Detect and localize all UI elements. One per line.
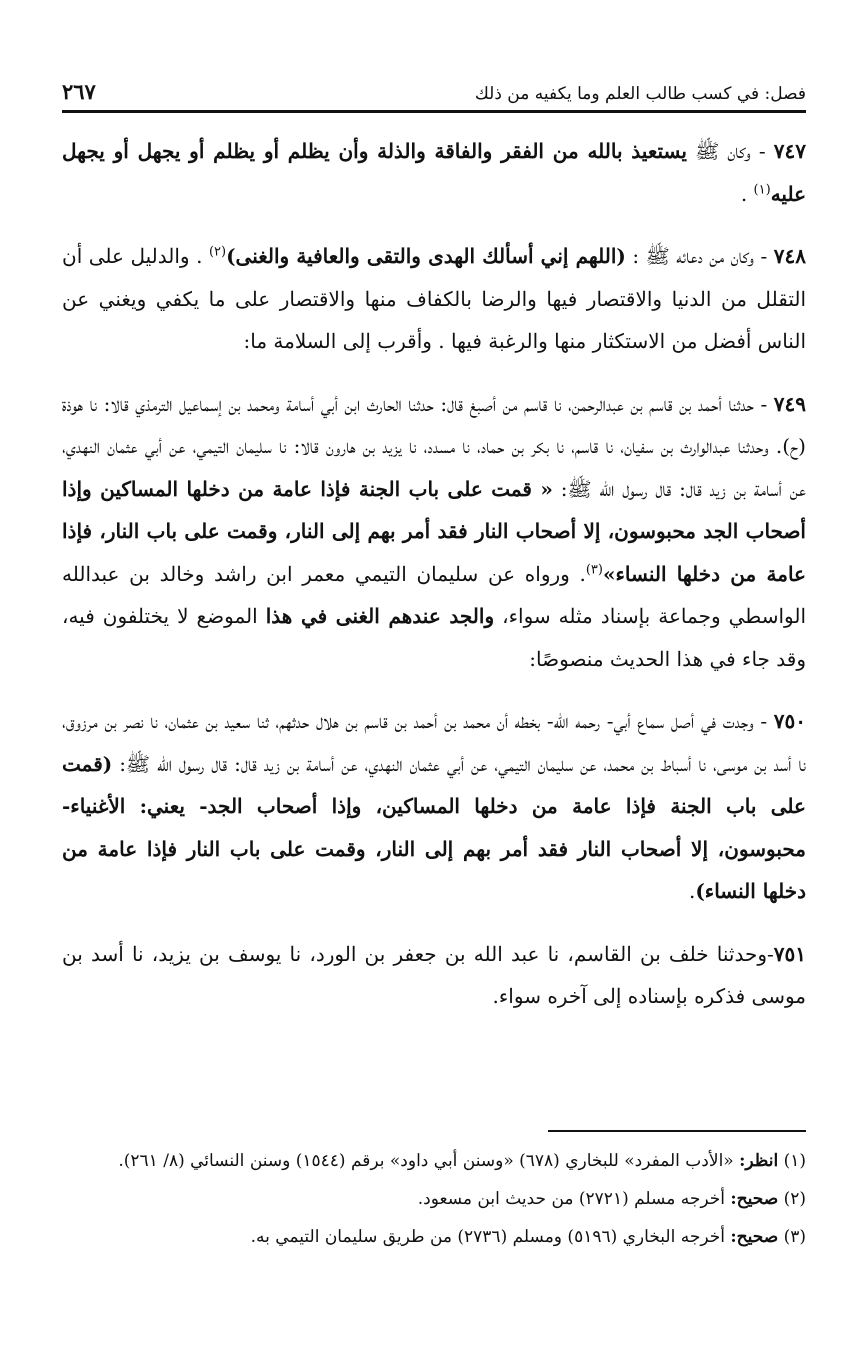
paragraph-number: ٧٤٧ [773, 139, 806, 163]
paragraph-intro: - وكان ﷺ [686, 139, 774, 163]
footnote-number: (١) [783, 1151, 806, 1171]
main-text [62, 130, 806, 1038]
paragraph-rest: . ورواه عن سليمان التيمي معمر ابن راشد وخالد بن عبدالله الواسطي وجماعة بإسناد مثله سواء، [62, 561, 806, 628]
paragraph-number: ٧٥١ [773, 941, 806, 966]
emphasis-text: والجد عندهم الغنى في هذا [265, 604, 495, 628]
footnote-label: صحيح: [730, 1227, 779, 1247]
footnotes [62, 1145, 806, 1259]
page-number: ٢٦٧ [62, 79, 96, 104]
footnote-ref: (٢) [208, 244, 227, 260]
paragraph-747 [62, 130, 806, 215]
paragraph-intro: - وكان من دعائه ﷺ : [625, 244, 774, 268]
footnote-number: (٢) [783, 1189, 806, 1209]
paragraph-intro: - وجدت في أصل سماع أبي- رحمه الله- بخطه أن محمد بن أحمد بن قاسم بن هلال حدثهم، ثنا سعيد بن عثمان، نا نصر بن مرزوق، نا أسد بن موسى، نا أسباط بن محمد، عن سليمان التيمي، عن أبي عثمان النهدي، عن أسامة بن زيد قال: قال رسول الله ﷺ: [62, 709, 806, 776]
footnote-ref: (٣) [585, 561, 603, 577]
running-title: فصل: في كسب طالب العلم وما يكفيه من ذلك [474, 84, 806, 104]
footnote-3 [62, 1221, 806, 1253]
footnote-divider [548, 1130, 806, 1132]
paragraph-intro: - حدثنا أحمد بن قاسم بن عبدالرحمن، نا قاسم من أصبغ قال: حدثنا الحارث ابن أبي أسامة ومحمد بن إسماعيل الترمذي قالا: نا هوذة (ح). وحدثنا عبدالوارث بن سفيان، نا قاسم، نا بكر بن حماد، نا مسدد، نا يزيد بن هارون قالا: نا سليمان التيمي، عن أبي عثمان النهدي، عن أسامة بن زيد قال: قال رسول الله ﷺ: [62, 391, 807, 501]
paragraph-751 [62, 933, 806, 1018]
paragraph-748 [62, 235, 806, 363]
paragraph-end: . [740, 181, 754, 206]
paragraph-end: الموضع لا يختلفون فيه، وقد جاء في هذا الحديث منصوصًا: [62, 604, 806, 671]
footnote-ref: (١) [753, 181, 771, 197]
paragraph-750 [62, 700, 806, 913]
footnote-label: انظر: [739, 1151, 779, 1171]
hadith-text: (اللهم إني أسألك الهدى والتقى والعافية والغنى) [226, 244, 626, 268]
page-header [62, 70, 806, 113]
footnote-text: «الأدب المفرد» للبخاري (٦٧٨) «وسنن أبي داود» برقم (١٥٤٤) وسنن النسائي (٨/ ٢٦١). [118, 1151, 740, 1171]
footnote-label: صحيح: [730, 1189, 779, 1209]
footnote-text: أخرجه مسلم (٢٧٢١) من حديث ابن مسعود. [417, 1189, 731, 1209]
hadith-text: « قمت على باب الجنة فإذا عامة من دخلها المساكين وإذا أصحاب الجد محبوسون، إلا أصحاب النار فقد أمر بهم إلى النار، وقمت على باب النار، فإذا عامة من دخلها النساء» [62, 476, 806, 586]
paragraph-number: ٧٤٨ [773, 244, 806, 268]
footnote-2 [62, 1183, 806, 1215]
hadith-text: يستعيذ بالله من الفقر والفاقة والذلة وأن يظلم أو يظلم أو يجهل أو يجهل عليه [62, 139, 806, 206]
paragraph-rest: . والدليل على أن التقلل من الدنيا والاقتصار فيها والرضا بالكفاف منها والاقتصار على ما يكفي ويغني عن الناس أفضل من الاستكثار منها والرغبة فيها . وأقرب إلى السلامة ما: [62, 244, 806, 353]
paragraph-intro: -وحدثنا خلف بن القاسم، نا عبد الله بن جعفر بن الورد، نا يوسف بن يزيد، نا أسد بن موسى فذكره بإسناده إلى آخره سواء. [62, 941, 806, 1008]
paragraph-749 [62, 383, 806, 681]
footnote-number: (٣) [783, 1227, 806, 1247]
paragraph-end: . [688, 879, 696, 903]
footnote-text: أخرجه البخاري (٥١٩٦) ومسلم (٢٧٣٦) من طريق سليمان التيمي به. [250, 1227, 731, 1247]
paragraph-number: ٧٥٠ [773, 709, 806, 733]
paragraph-number: ٧٤٩ [773, 391, 806, 416]
hadith-text: (قمت على باب الجنة فإذا عامة من دخلها المساكين، وإذا أصحاب الجد- يعني: الأغنياء- محبوسون، إلا أصحاب النار فقد أمر بهم إلى النار، وقمت على باب النار فإذا عامة من دخلها النساء) [62, 751, 806, 903]
footnote-1 [62, 1145, 806, 1177]
